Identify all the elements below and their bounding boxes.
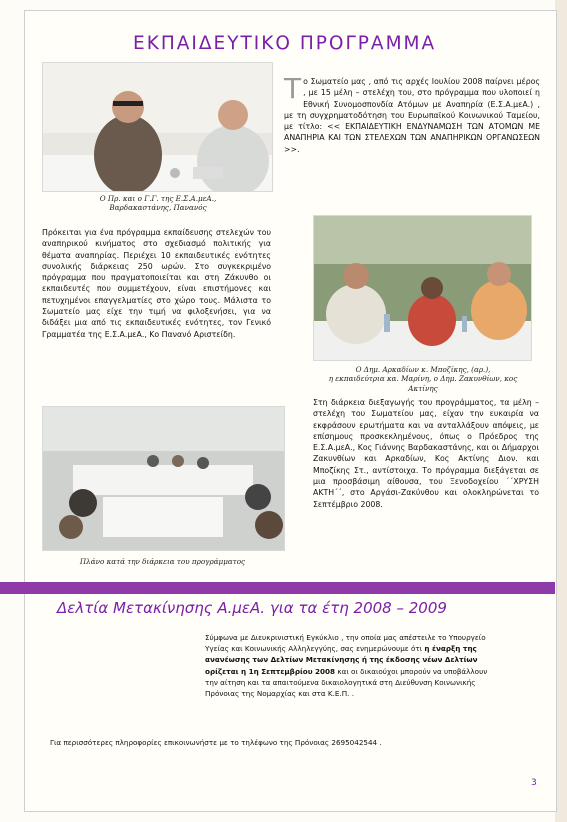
conference-room-photo-icon [43,407,284,550]
contact-line: Για περισσότερες πληροφορίες επικοινωνήστε με το τηλέφωνο της Πρόνοιας 2695042544 . [50,738,382,747]
photo-3 [42,406,285,551]
section-2-text-bold: η έναρξη της ανανέωσης των Δελτίων Μετακίνησης ή της έκδοσης νέων Δελτίων ορίζεται η 1η Σεπτεμβρίου 2008 [205,644,478,676]
section-divider [0,582,555,594]
caption-line: Ο Δημ. Αρκαδίων κ. Μποζίκης, (αρ.), [355,365,491,374]
photo-2-caption [313,365,533,393]
meeting-table-photo-icon [314,216,531,360]
photo-1 [42,62,273,192]
caption-line: η εκπαιδεύτρια κα. Μαρίνη, ο Δημ. Ζακυνθίων, κος Ακτίνης [328,374,518,393]
intro-text: ο Σωματείο μας , από τις αρχές Ιουλίου 2008 παίρνει μέρος , με 15 μέλη – στελέχη του, στο πρόγραμμα που υλοποιεί η Εθνική Συνομοσπονδία Ατόμων με Αναπηρία (Ε.Σ.Α.μεΑ.) , με τη συγχρηματοδότηση του Ευρωπαϊκού Κοινωνικού Ταμείου, με τίτλο: << ΕΚΠΑΙΔΕΥΤΙΚΗ ΕΝΔΥΝΑΜΩΣΗ ΤΩΝ ΑΤΟΜΩΝ ΜΕ ΑΝΑΠΗΡΙΑ ΚΑΙ ΤΩΝ ΣΤΕΛΕΧΩΝ ΤΩΝ ΑΝΑΠΗΡΙΚΩΝ ΟΡΓΑΝΩΣΕΩΝ >>. [284,77,540,154]
page-title: ΕΚΠΑΙΔΕΥΤΙΚΟ ΠΡΟΓΡΑΜΜΑ [133,33,437,54]
paragraph-program [42,227,271,340]
section-2-text-b: και οι δικαιούχοι μπορούν να υποβάλλουν την αίτηση και τα απαιτούμενα δικαιολογητικά στη Διεύθυνση Κοινωνικής Πρόνοιας της Νομαρχίας και στα Κ.Ε.Π. . [205,666,488,699]
paragraph-program-text: Πρόκειται για ένα πρόγραμμα εκπαίδευσης στελεχών του αναπηρικού κινήματος στο σχεδιασμό πολιτικής για θέματα αναπηρίας. Περιέχει 10 εκπαιδευτικές ενότητες συνολικής διάρκειας 250 ωρών. Στο συγκεκριμένο πρόγραμμα που πραγματοποιείται και στη Ζάκυνθο οι εκπαιδευτές που συμμετέχουν, είναι επιστήμονες και πετυχημένοι επαγγελματίες στο χώρο τους. Μάλιστα το Σωματείο μας είχε την τιμή να φιλοξενήσει, για να διδάξει μια από τις εκπαιδευτικές ενότητες, τον Γενικό Γραμματέα της Ε.Σ.Α.μεΑ., Κο Πανανό Αριστείδη. [42,228,271,339]
caption-line: Πλάνο κατά την διάρκεια του προγράμματος [79,557,246,566]
caption-line: Ο Πρ. και ο Γ.Γ. της Ε.Σ.Α.μεΑ., [99,194,217,203]
photo-3-caption [42,557,283,566]
meeting-photo-icon [43,63,272,191]
section-2-paragraph [205,632,491,699]
paragraph-discussion-text: Στη διάρκεια διεξαγωγής του προγράμματος, τα μέλη – στελέχη του Σωματείου μας, είχαν την ευκαιρία να εκφράσουν ερωτήματα και να ανταλλάξουν απόψεις, με επίσημους προσκεκλημένους, όπως ο Πρόεδρος της Ε.Σ.Α.μεΑ., Κος Γιάννης Βαρδακαστάνης, και οι Δήμαρχοι Ζακυνθίων και Αρκαδίων, Κος Ακτίνης Διον. και Μποζίκης Στ., αντίστοιχα. Το πρόγραμμα διεξάγεται σε μια προσβάσιμη αίθουσα, του Ξενοδοχείου ΄΄ΧΡΥΣΗ ΑΚΤΗ΄΄, στο Αργάσι-Ζακύνθου και ολοκληρώνεται το Σεπτέμβριο 2008. [313,398,539,509]
caption-line: Βαρδακαστάνης, Πανανός [109,203,207,213]
page-number: 3 [531,778,537,788]
section-2-text-a: Σύμφωνα με Διευκρινιστική Εγκύκλιο , την οποία μας απέστειλε το Υπουργείο Υγείας και Κοινωνικής Αλληλεγγύης, σας ενημερώνουμε ότι [205,633,486,654]
drop-cap: Τ [284,72,302,105]
section-2-title: Δελτία Μετακίνησης Α.μεΑ. για τα έτη 2008 – 2009 [57,599,447,617]
paragraph-discussion [313,397,539,510]
intro-paragraph [284,72,540,155]
photo-1-caption [45,194,271,213]
photo-2 [313,215,532,361]
